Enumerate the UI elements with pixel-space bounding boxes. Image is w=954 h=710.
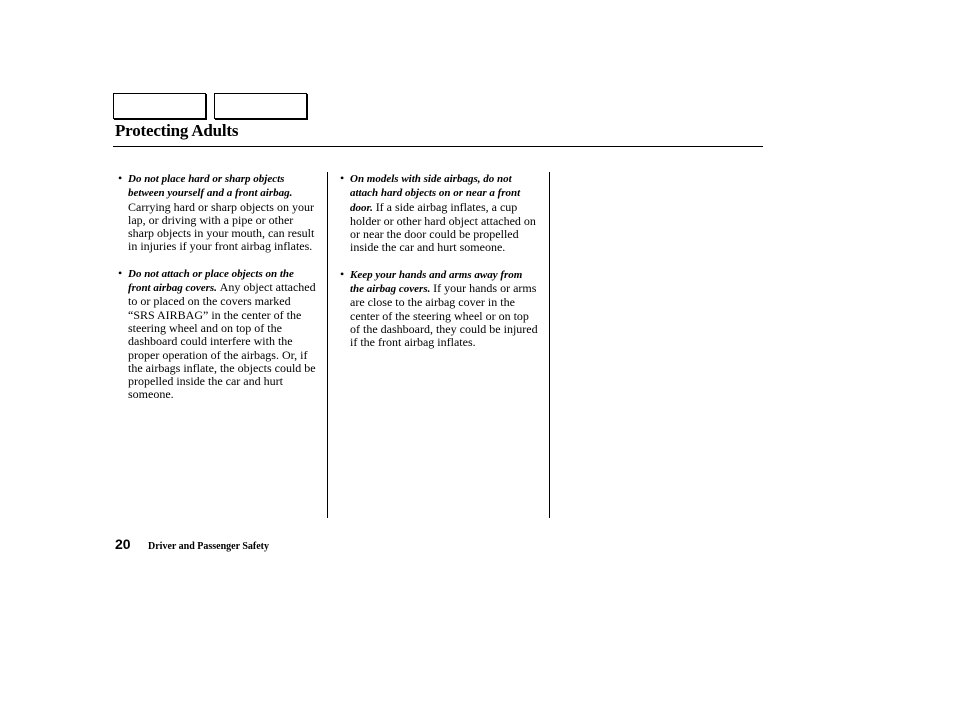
column-divider bbox=[549, 172, 550, 518]
bullet-item bbox=[340, 268, 538, 350]
bullet-item bbox=[118, 267, 316, 402]
bullet-item bbox=[118, 172, 316, 254]
nav-button-previous[interactable] bbox=[113, 93, 206, 119]
column-divider bbox=[327, 172, 328, 518]
text-column-left bbox=[118, 172, 316, 415]
bullet-item bbox=[340, 172, 538, 255]
bullet-text: If your hands or arms are close to the airbag cover in the center of the steering wheel or on top of the dashboard, they could be injured if the front airbag inflates. bbox=[350, 281, 538, 350]
page-number: 20 bbox=[115, 536, 131, 552]
section-name: Driver and Passenger Safety bbox=[148, 541, 270, 552]
nav-button-next[interactable] bbox=[214, 93, 307, 119]
bullet-lead: Keep your hands and arms away from the airbag covers. bbox=[350, 268, 523, 296]
bullet-text: Any object attached to or placed on the covers marked “SRS AIRBAG” in the center of the steering wheel and on top of the dashboard could interfere with the proper operation of the airbags. Or, if the airbags inflate, the objects could be propelled inside the car and hurt someone. bbox=[128, 280, 316, 402]
title-rule bbox=[113, 146, 763, 147]
bullet-text: If a side airbag inflates, a cup holder or other hard object attached on or near the door could be propelled inside the car and hurt someone. bbox=[350, 199, 536, 255]
page-title: Protecting Adults bbox=[115, 121, 239, 140]
bullet-lead: Do not attach or place objects on the front airbag covers. bbox=[128, 267, 294, 295]
bullet-text: Carrying hard or sharp objects on your lap, or driving with a pipe or other sharp objects in your mouth, can result in injuries if your front airbag inflates. bbox=[128, 199, 315, 254]
bullet-lead: Do not place hard or sharp objects between yourself and a front airbag. bbox=[128, 173, 293, 200]
bullet-icon: • bbox=[118, 171, 123, 185]
bullet-icon: • bbox=[118, 265, 123, 280]
bullet-lead: On models with side airbags, do not attach hard objects on or near a front door. bbox=[350, 173, 521, 214]
text-column-middle bbox=[340, 172, 538, 363]
bullet-icon: • bbox=[340, 266, 345, 281]
bullet-icon: • bbox=[340, 171, 345, 185]
